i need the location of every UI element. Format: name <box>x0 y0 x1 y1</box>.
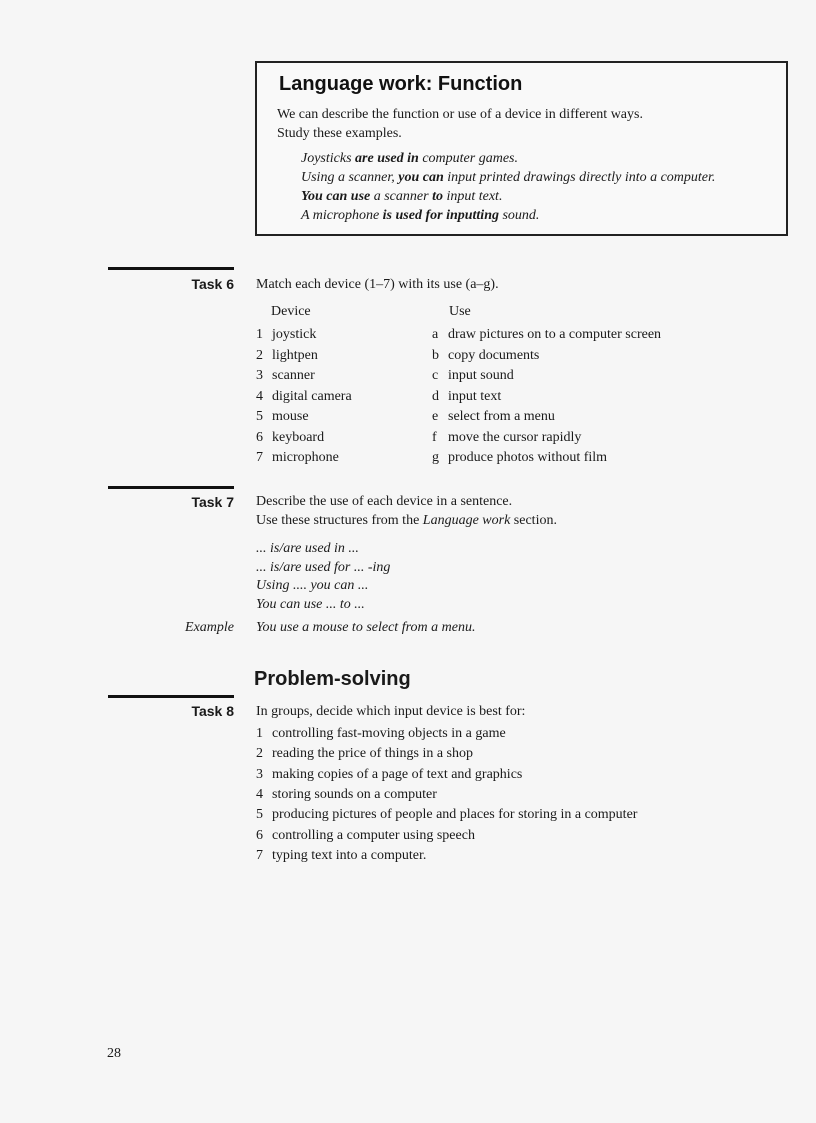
task8-item <box>256 726 506 742</box>
use-column-header: Use <box>449 304 471 319</box>
device-number: 5 <box>256 409 263 424</box>
use-item <box>432 368 514 384</box>
task8-item <box>256 746 473 762</box>
example-text: You use a mouse to select from a menu. <box>256 620 476 635</box>
task8-item-text: producing pictures of people and places for storing in a computer <box>272 807 638 823</box>
example-fragment: is used for <box>382 208 443 223</box>
example-sentence <box>301 206 781 225</box>
example-sentence <box>301 149 781 168</box>
device-item <box>256 389 352 405</box>
device-name: lightpen <box>272 347 318 363</box>
task8-item-number: 7 <box>256 847 263 863</box>
use-text: move the cursor rapidly <box>448 429 582 445</box>
device-item <box>256 368 315 384</box>
device-number: 1 <box>256 327 263 342</box>
use-item <box>432 409 555 425</box>
example-fragment: input text. <box>442 189 503 204</box>
example-label: Example <box>185 620 234 635</box>
example-fragment: sound. <box>498 208 540 223</box>
example-fragment: a scanner <box>370 189 433 204</box>
task8-item <box>256 807 637 823</box>
task7-line-2 <box>256 513 557 529</box>
use-letter: f <box>432 429 437 445</box>
task7-line-2-pre: Use these structures from the <box>256 513 423 528</box>
example-fragment: to <box>432 189 443 204</box>
use-item <box>432 389 501 405</box>
task7-rule <box>108 486 234 489</box>
example-fragment: input printed drawings directly into a computer. <box>443 170 716 185</box>
device-item <box>256 327 316 343</box>
use-letter: g <box>432 450 439 465</box>
task8-item <box>256 767 522 783</box>
device-number: 6 <box>256 429 263 445</box>
device-number: 4 <box>256 388 263 404</box>
task7-line-2-post: section. <box>510 513 557 528</box>
intro-line-2: Study these examples. <box>277 126 402 141</box>
example-fragment: you can <box>398 170 444 185</box>
task8-rule <box>108 695 234 698</box>
task7-line-1: Describe the use of each device in a sentence. <box>256 494 513 509</box>
language-work-examples <box>301 149 781 225</box>
use-letter: d <box>432 388 439 404</box>
use-item <box>432 327 661 343</box>
device-number: 3 <box>256 368 263 383</box>
example-fragment: are used in <box>355 151 419 166</box>
structure-item: ... is/are used for ... -ing <box>256 559 391 575</box>
task8-item-text: storing sounds on a computer <box>272 786 437 802</box>
use-text: draw pictures on to a computer screen <box>448 327 662 342</box>
intro-line-1: We can describe the function or use of a device in different ways. <box>277 107 643 122</box>
language-work-intro <box>277 105 777 143</box>
task6-rule <box>108 267 234 270</box>
example-fragment: Joysticks <box>301 151 356 166</box>
task6-label: Task 6 <box>191 276 234 292</box>
device-name: microphone <box>272 450 339 465</box>
task8-item-number: 1 <box>256 726 263 741</box>
task8-item-number: 6 <box>256 827 263 843</box>
use-text: input text <box>448 388 502 404</box>
device-number: 7 <box>256 450 263 465</box>
device-item <box>256 348 318 364</box>
task8-item <box>256 828 475 844</box>
use-letter: e <box>432 409 439 424</box>
use-letter: b <box>432 347 439 363</box>
structure-item: ... is/are used in ... <box>256 541 359 556</box>
use-item <box>432 450 607 466</box>
problem-solving-heading: Problem-solving <box>254 668 411 690</box>
task8-item-text: making copies of a page of text and graphics <box>272 766 523 782</box>
use-text: select from a menu <box>448 409 555 424</box>
example-fragment: computer games. <box>418 151 518 166</box>
device-item <box>256 409 309 425</box>
structure-item: Using .... you can ... <box>256 578 369 593</box>
device-column-header: Device <box>271 304 311 319</box>
task8-item-text: controlling fast-moving objects in a game <box>272 726 506 741</box>
use-item <box>432 348 539 364</box>
task8-item-number: 4 <box>256 786 263 802</box>
example-sentence <box>301 168 781 187</box>
task8-item <box>256 848 426 864</box>
task7-line-2-italic: Language work <box>422 513 511 528</box>
use-text: input sound <box>448 368 514 383</box>
task8-item-text: reading the price of things in a shop <box>272 746 474 762</box>
device-name: joystick <box>272 327 317 342</box>
task8-item-number: 2 <box>256 746 263 762</box>
use-item <box>432 430 581 446</box>
example-fragment: A microphone <box>301 208 383 223</box>
task6-instruction: Match each device (1–7) with its use (a–g). <box>256 277 499 292</box>
task8-item-text: controlling a computer using speech <box>272 827 475 843</box>
device-name: keyboard <box>272 429 325 445</box>
example-fragment: You can use <box>301 189 371 204</box>
task8-instruction: In groups, decide which input device is best for: <box>256 704 526 719</box>
language-work-title: Language work: Function <box>279 73 523 95</box>
structure-item: You can use ... to ... <box>256 596 365 612</box>
device-item <box>256 430 324 446</box>
device-number: 2 <box>256 347 263 363</box>
device-name: mouse <box>272 409 309 424</box>
language-work-box <box>255 61 788 236</box>
task7-label: Task 7 <box>191 494 234 510</box>
use-text: produce photos without film <box>448 450 608 465</box>
example-sentence <box>301 187 781 206</box>
device-name: digital camera <box>272 388 352 404</box>
task8-label: Task 8 <box>191 703 234 719</box>
task8-item-number: 3 <box>256 766 263 782</box>
device-name: scanner <box>272 368 315 383</box>
example-fragment: Using a scanner, <box>301 170 399 185</box>
task8-item <box>256 787 437 803</box>
use-text: copy documents <box>448 347 540 363</box>
use-letter: c <box>432 368 439 383</box>
device-item <box>256 450 339 466</box>
task8-item-number: 5 <box>256 807 263 823</box>
example-fragment: inputting <box>442 208 499 223</box>
page-number: 28 <box>107 1046 121 1061</box>
use-letter: a <box>432 327 439 342</box>
task8-item-text: typing text into a computer. <box>272 847 427 863</box>
